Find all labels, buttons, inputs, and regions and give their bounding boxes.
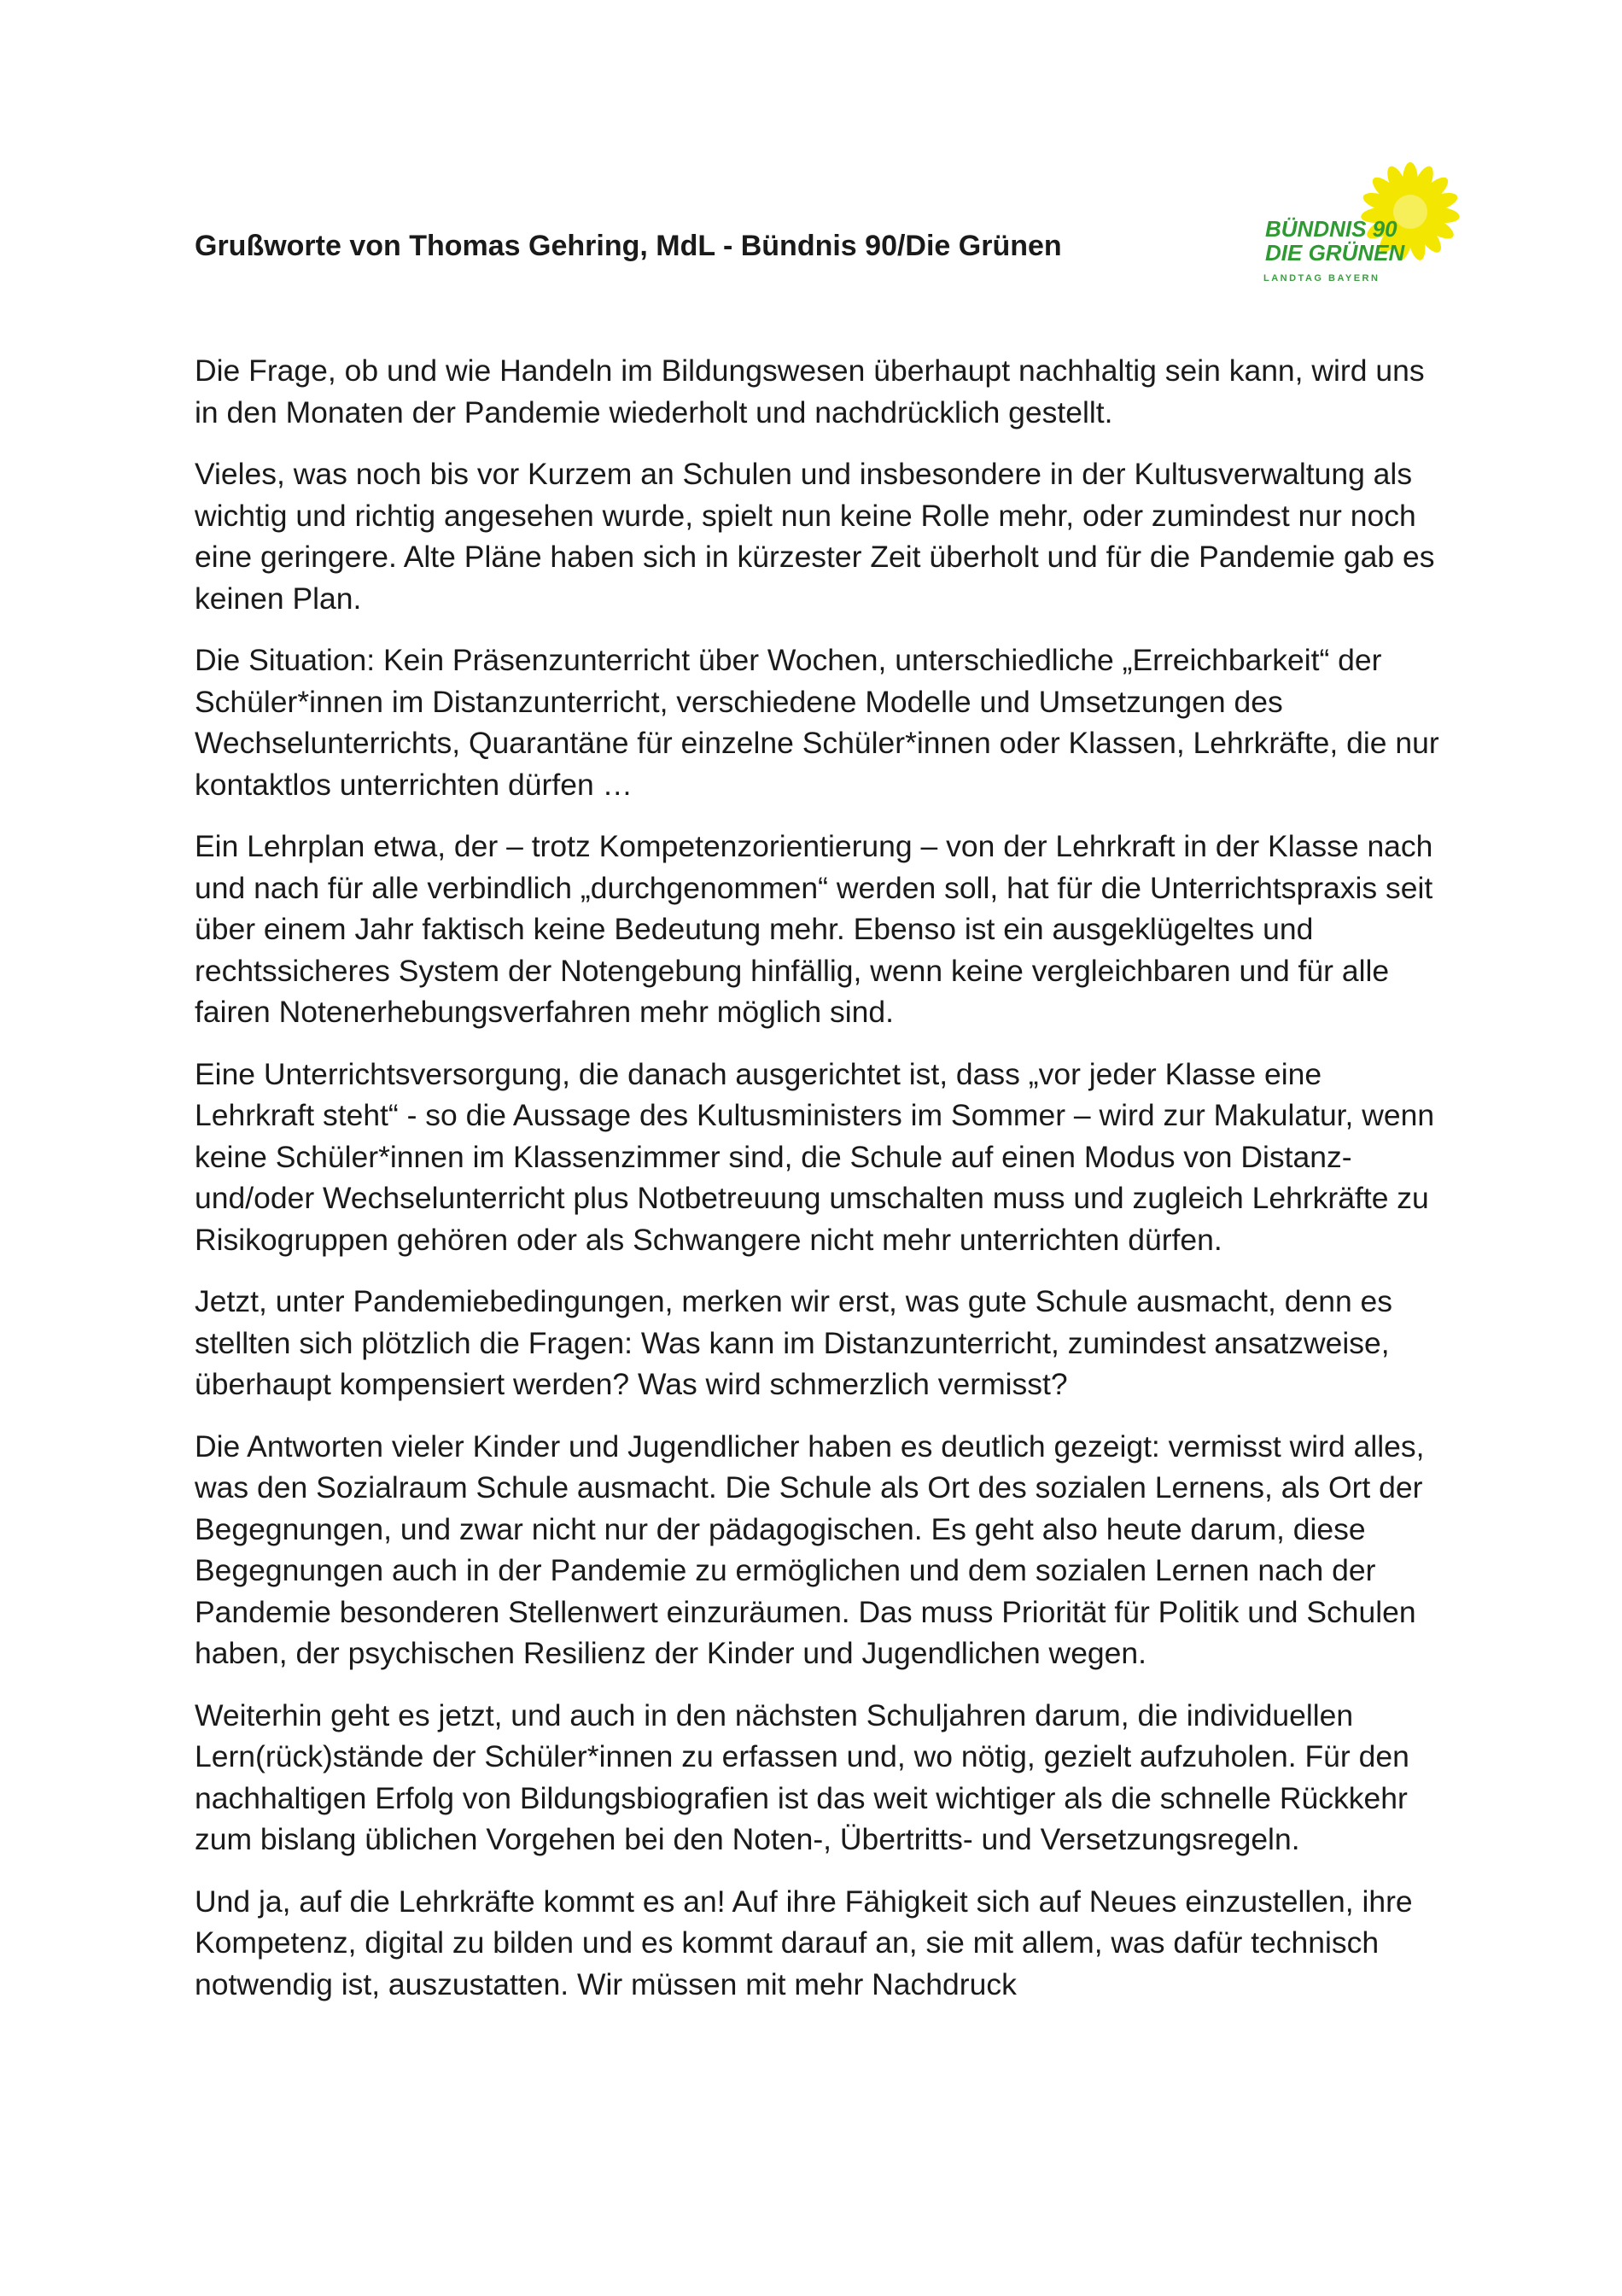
paragraph: Eine Unterrichtsversorgung, die danach ausgerichtet ist, dass „vor jeder Klasse eine Lehrkraft steht“ - so die Aussage des Kultusministers im Sommer – wird zur Makulatur, wenn keine Schüler*innen im Klassenzimmer sind, die Schule auf einen Modus von Distanz- und/oder Wechselunterricht plus Notbetreuung umschalten muss und zugleich Lehrkräfte zu Risikogruppen gehören oder als Schwangere nicht mehr unterrichten dürfen.: [195, 1056, 1435, 1257]
logo-line-2: DIE GRÜNEN: [1265, 240, 1405, 266]
document-body: [195, 350, 1450, 2025]
page-title: Grußworte von Thomas Gehring, MdL - Bündnis 90/Die Grünen: [195, 230, 1062, 262]
paragraph: Die Frage, ob und wie Handeln im Bildungswesen überhaupt nachhaltig sein kann, wird uns in den Monaten der Pandemie wiederholt und nachdrücklich gestellt.: [195, 353, 1425, 429]
party-logo: [1253, 162, 1475, 299]
paragraph: Vieles, was noch bis vor Kurzem an Schulen und insbesondere in der Kultusverwaltung als wichtig und richtig angesehen wurde, spielt nun keine Rolle mehr, oder zumindest nur noch eine geringere. Alte Pläne haben sich in kürzester Zeit überholt und für die Pandemie gab es keinen Plan.: [195, 457, 1435, 616]
paragraph: Die Antworten vieler Kinder und Jugendlicher haben es deutlich gezeigt: vermisst wird alles, was den Sozialraum Schule ausmacht. Die Schule als Ort des sozialen Lernens, als Ort der Begegnungen, und zwar nicht nur der pädagogischen. Es geht also heute darum, diese Begegnungen auch in der Pandemie zu ermöglichen und dem sozialen Lernen nach der Pandemie besonderen Stellenwert einzuräumen. Das muss Priorität für Politik und Schulen haben, der psychischen Resilienz der Kinder und Jugendlichen wegen.: [195, 1428, 1425, 1670]
logo-line-1: BÜNDNIS 90: [1265, 216, 1397, 242]
paragraph: Jetzt, unter Pandemiebedingungen, merken wir erst, was gute Schule ausmacht, denn es stellten sich plötzlich die Fragen: Was kann im Distanzunterricht, zumindest ansatzweise, überhaupt kompensiert werden? Was wird schmerzlich vermisst?: [195, 1284, 1393, 1401]
paragraph: Ein Lehrplan etwa, der – trotz Kompetenzorientierung – von der Lehrkraft in der Klasse nach und nach für alle verbindlich „durchgenommen“ werden soll, hat für die Unterrichtspraxis seit über einem Jahr faktisch keine Bedeutung mehr. Ebenso ist ein ausgeklügeltes und rechtssicheres System der Notengebung hinfällig, wenn keine vergleichbaren und für alle fairen Notenerhebungsverfahren mehr möglich sind.: [195, 829, 1433, 1029]
paragraph: Weiterhin geht es jetzt, und auch in den nächsten Schuljahren darum, die individuellen Lern(rück)stände der Schüler*innen zu erfassen und, wo nötig, gezielt aufzuholen. Für den nachhaltigen Erfolg von Bildungsbiografien ist das weit wichtiger als die schnelle Rückkehr zum bislang üblichen Vorgehen bei den Noten-, Übertritts- und Versetzungsregeln.: [195, 1697, 1409, 1856]
logo-line-3: LANDTAG BAYERN: [1263, 273, 1380, 283]
paragraph: Die Situation: Kein Präsenzunterricht über Wochen, unterschiedliche „Erreichbarkeit“ der Schüler*innen im Distanzunterricht, verschiedene Modelle und Umsetzungen des Wechselunterrichts, Quarantäne für einzelne Schüler*innen oder Klassen, Lehrkräfte, die nur kontaktlos unterrichten dürfen …: [195, 643, 1439, 802]
paragraph: Und ja, auf die Lehrkräfte kommt es an! Auf ihre Fähigkeit sich auf Neues einzustellen, ihre Kompetenz, digital zu bilden und es kommt darauf an, sie mit allem, was dafür technisch notwendig ist, auszustatten. Wir müssen mit mehr Nachdruck: [195, 1884, 1413, 2001]
